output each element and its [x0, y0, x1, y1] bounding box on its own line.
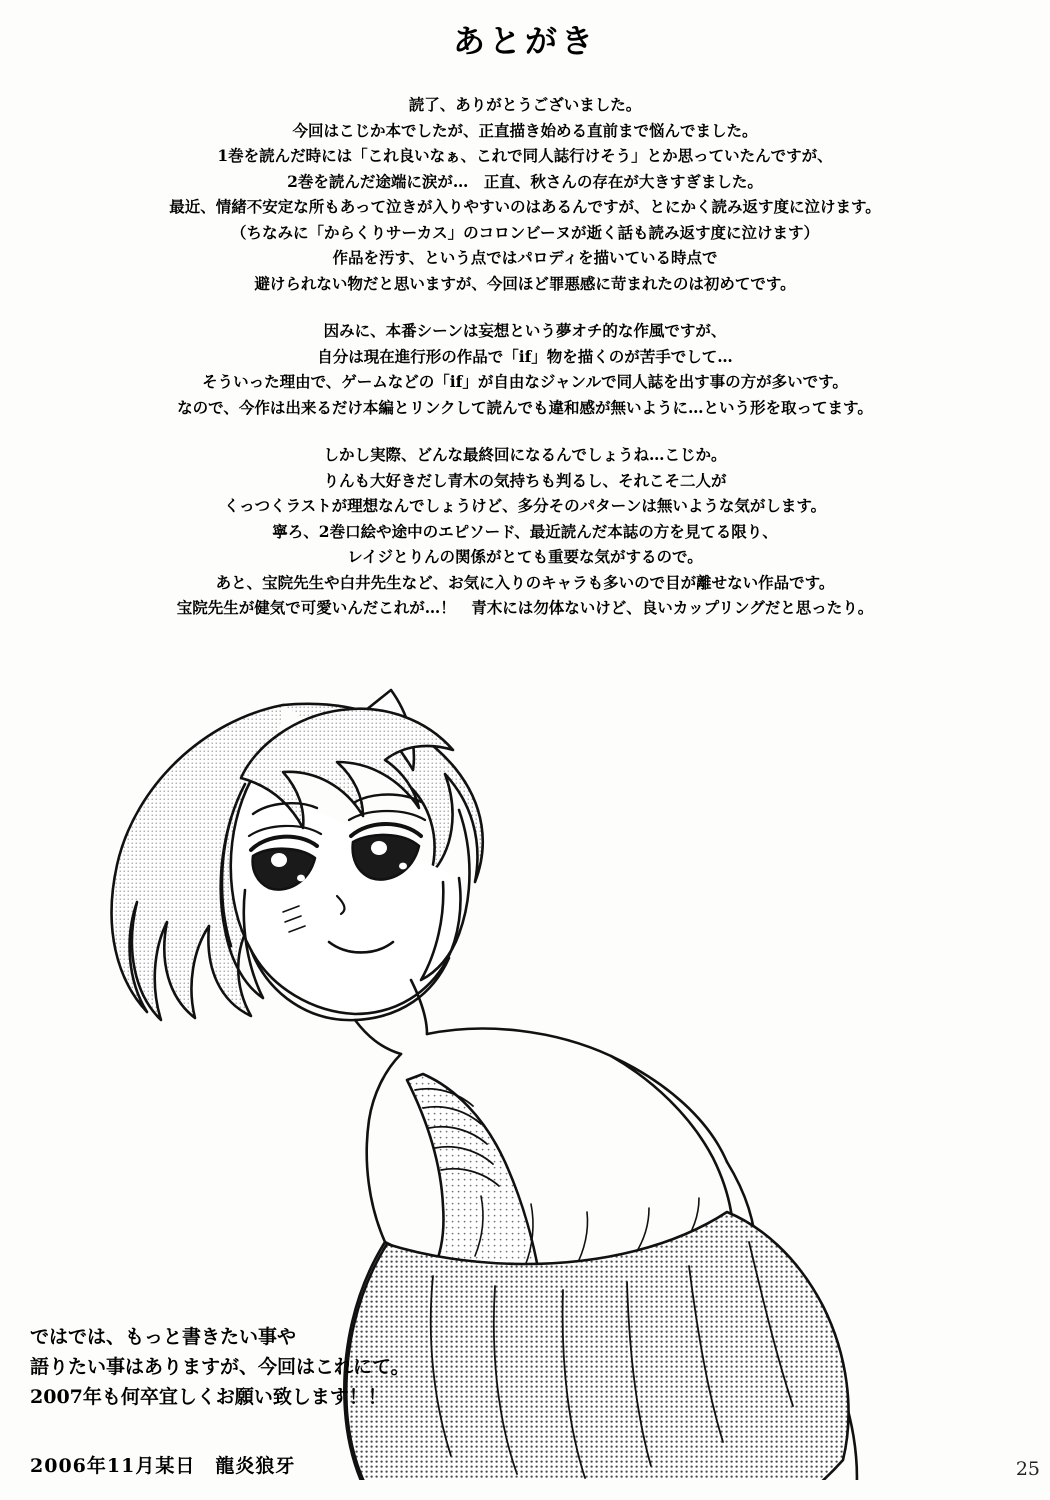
closing-line: 語りたい事はありますが、今回はこれにて。 [30, 1356, 410, 1378]
text-line: 寧ろ、2巻口絵や途中のエピソード、最近読んだ本誌の方を見てる限り、 [272, 521, 778, 541]
text-line: 最近、情緒不安定な所もあって泣きが入りやすいのはあるんですが、とにかく読み返す度に泣けます。 [169, 197, 881, 216]
page-number: 25 [1015, 1458, 1040, 1480]
paragraph-1 [0, 92, 1050, 296]
text-line: レイジとりんの関係がとても重要な気がするので。 [347, 547, 703, 566]
signature: 2006年11月某日 龍炎狼牙 [30, 1455, 296, 1477]
text-line: （ちなみに「からくりサーカス」のコロンビーヌが逝く話も読み返す度に泣けます） [230, 222, 820, 242]
text-line: 作品を汚す、という点ではパロディを描いている時点で [332, 248, 718, 267]
text-line: そういった理由で、ゲームなどの「if」が自由なジャンルで同人誌を出す事の方が多いです。 [202, 372, 848, 391]
page-title: あとがき [452, 22, 597, 60]
paragraph-3 [0, 442, 1050, 621]
text-line: くっつくラストが理想なんでしょうけど、多分そのパターンは無いような気がします。 [223, 496, 827, 515]
text-line: 自分は現在進行形の作品で「if」物を描くのが苦手でして… [317, 346, 733, 366]
paragraph-2 [0, 318, 1050, 420]
text-line: 2巻を読んだ途端に涙が… 正直、秋さんの存在が大きすぎました。 [287, 171, 763, 191]
text-line: 読了、ありがとうございました。 [408, 95, 642, 114]
text-line: りんも大好きだし青木の気持ちも判るし、それこそ二人が [323, 470, 727, 490]
afterword-body [0, 92, 1050, 621]
text-line: なので、今作は出来るだけ本編とリンクして読んでも違和感が無いように…という形を取ってます。 [177, 397, 873, 417]
closing-line: ではでは、もっと書きたい事や [30, 1326, 297, 1348]
text-line: 今回はこじか本でしたが、正直描き始める直前まで悩んでました。 [292, 120, 758, 140]
text-line: しかし実際、どんな最終回になるんでしょうね…こじか。 [323, 445, 727, 464]
closing-line: 2007年も何卒宜しくお願い致します！！ [30, 1386, 387, 1408]
text-line: 宝院先生が健気で可愛いんだこれが…！ 青木には勿体ないけど、良いカップリングだと思ったり。 [176, 598, 874, 617]
text-line: 避けられない物だと思いますが、今回ほど罪悪感に苛まれたのは初めてです。 [254, 273, 796, 293]
closing-message [30, 1322, 410, 1412]
text-line: 1巻を読んだ時には「これ良いなぁ、これで同人誌行けそう」とか思っていたんですが、 [217, 146, 833, 165]
text-line: あと、宝院先生や白井先生など、お気に入りのキャラも多いので目が離せない作品です。 [215, 572, 835, 592]
text-line: 因みに、本番シーンは妄想という夢オチ的な作風ですが、 [323, 321, 727, 340]
